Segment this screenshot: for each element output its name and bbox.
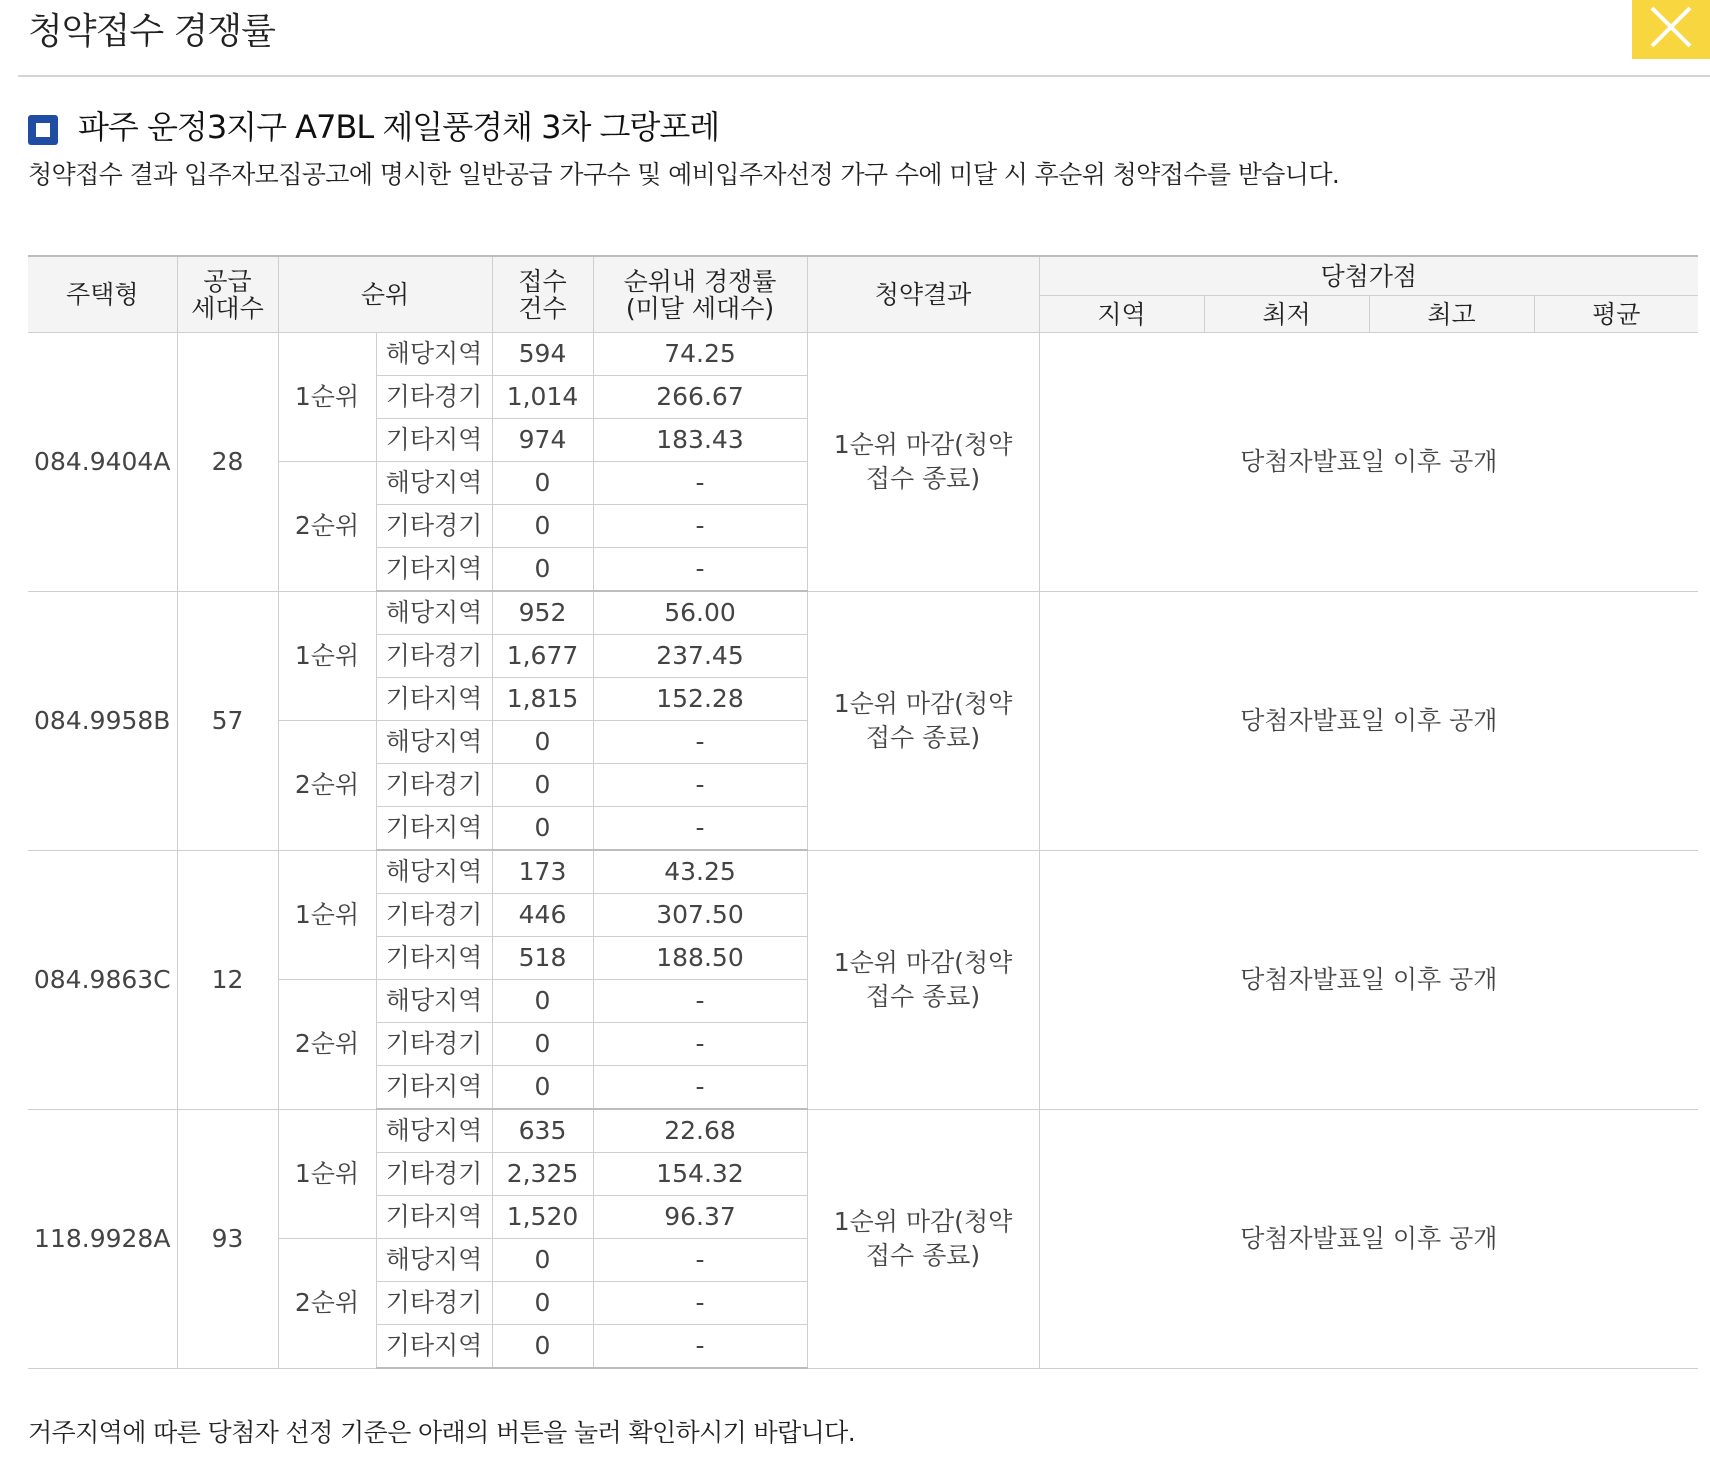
header-applications: 접수 건수 bbox=[492, 256, 593, 333]
region-cell: 해당지역 bbox=[376, 333, 492, 376]
competition-ratio-cell: - bbox=[593, 807, 807, 851]
application-count-cell: 0 bbox=[492, 721, 593, 764]
supply-count-cell: 57 bbox=[177, 591, 278, 850]
rank-cell: 2순위 bbox=[278, 721, 376, 851]
table-row bbox=[28, 850, 1698, 894]
competition-ratio-cell: 266.67 bbox=[593, 376, 807, 419]
popup-title: 청약접수 경쟁률 bbox=[28, 11, 275, 52]
application-count-cell: 974 bbox=[492, 419, 593, 462]
close-icon bbox=[1646, 4, 1696, 54]
rank-cell: 2순위 bbox=[278, 980, 376, 1110]
application-count-cell: 0 bbox=[492, 1325, 593, 1369]
complex-name: 파주 운정3지구 A7BL 제일풍경채 3차 그랑포레 bbox=[78, 108, 720, 146]
region-cell: 해당지역 bbox=[376, 721, 492, 764]
region-cell: 기타경기 bbox=[376, 1023, 492, 1066]
application-count-cell: 1,520 bbox=[492, 1196, 593, 1239]
application-count-cell: 1,014 bbox=[492, 376, 593, 419]
application-count-cell: 173 bbox=[492, 850, 593, 894]
winning-score-cell: 당첨자발표일 이후 공개 bbox=[1039, 333, 1698, 592]
region-cell: 기타경기 bbox=[376, 764, 492, 807]
application-count-cell: 518 bbox=[492, 937, 593, 980]
region-cell: 해당지역 bbox=[376, 850, 492, 894]
housing-type-cell: 084.9404A bbox=[28, 333, 177, 592]
application-count-cell: 635 bbox=[492, 1109, 593, 1153]
region-cell: 기타경기 bbox=[376, 1153, 492, 1196]
competition-ratio-cell: 307.50 bbox=[593, 894, 807, 937]
region-cell: 기타경기 bbox=[376, 505, 492, 548]
header-result: 청약결과 bbox=[807, 256, 1039, 333]
region-cell: 기타지역 bbox=[376, 678, 492, 721]
competition-ratio-cell: 74.25 bbox=[593, 333, 807, 376]
header-score-region: 지역 bbox=[1039, 296, 1204, 333]
supply-count-cell: 93 bbox=[177, 1109, 278, 1368]
square-bullet-icon bbox=[28, 115, 58, 145]
application-count-cell: 1,815 bbox=[492, 678, 593, 721]
competition-ratio-cell: 96.37 bbox=[593, 1196, 807, 1239]
region-cell: 기타지역 bbox=[376, 1066, 492, 1110]
popup-header bbox=[18, 0, 1710, 77]
competition-ratio-cell: 22.68 bbox=[593, 1109, 807, 1153]
application-count-cell: 594 bbox=[492, 333, 593, 376]
competition-ratio-cell: 56.00 bbox=[593, 591, 807, 635]
competition-ratio-cell: 237.45 bbox=[593, 635, 807, 678]
application-count-cell: 0 bbox=[492, 548, 593, 592]
housing-type-cell: 084.9863C bbox=[28, 850, 177, 1109]
region-cell: 기타지역 bbox=[376, 937, 492, 980]
winning-score-cell: 당첨자발표일 이후 공개 bbox=[1039, 850, 1698, 1109]
header-rank: 순위 bbox=[278, 256, 492, 333]
header-type: 주택형 bbox=[28, 256, 177, 333]
housing-type-cell: 084.9958B bbox=[28, 591, 177, 850]
winning-score-cell: 당첨자발표일 이후 공개 bbox=[1039, 591, 1698, 850]
header-score-avg: 평균 bbox=[1534, 296, 1698, 333]
rank-cell: 1순위 bbox=[278, 591, 376, 721]
region-cell: 해당지역 bbox=[376, 462, 492, 505]
competition-ratio-cell: - bbox=[593, 548, 807, 592]
competition-ratio-cell: - bbox=[593, 764, 807, 807]
application-count-cell: 0 bbox=[492, 462, 593, 505]
rank-cell: 1순위 bbox=[278, 333, 376, 462]
close-button[interactable] bbox=[1632, 0, 1710, 59]
region-cell: 기타경기 bbox=[376, 376, 492, 419]
application-count-cell: 0 bbox=[492, 505, 593, 548]
housing-type-cell: 118.9928A bbox=[28, 1109, 177, 1368]
competition-ratio-cell: - bbox=[593, 980, 807, 1023]
rank-cell: 1순위 bbox=[278, 850, 376, 980]
competition-ratio-cell: - bbox=[593, 1066, 807, 1110]
rank-cell: 1순위 bbox=[278, 1109, 376, 1239]
header-score-max: 최고 bbox=[1369, 296, 1534, 333]
competition-ratio-cell: - bbox=[593, 462, 807, 505]
table-header bbox=[28, 256, 1698, 333]
table-row bbox=[28, 591, 1698, 635]
notice-text: 청약접수 결과 입주자모집공고에 명시한 일반공급 가구수 및 예비입주자선정 가구 수에 미달 시 후순위 청약접수를 받습니다. bbox=[28, 160, 1340, 189]
header-score: 당첨가점 bbox=[1039, 256, 1698, 296]
region-cell: 기타지역 bbox=[376, 1325, 492, 1369]
application-count-cell: 0 bbox=[492, 980, 593, 1023]
competition-ratio-cell: 152.28 bbox=[593, 678, 807, 721]
region-cell: 기타지역 bbox=[376, 807, 492, 851]
subscription-result-cell: 1순위 마감(청약 접수 종료) bbox=[807, 333, 1039, 592]
header-competition: 순위내 경쟁률 (미달 세대수) bbox=[593, 256, 807, 333]
application-count-cell: 446 bbox=[492, 894, 593, 937]
supply-count-cell: 12 bbox=[177, 850, 278, 1109]
competition-ratio-cell: - bbox=[593, 1325, 807, 1369]
header-supply: 공급 세대수 bbox=[177, 256, 278, 333]
table-row bbox=[28, 1109, 1698, 1153]
header-score-min: 최저 bbox=[1204, 296, 1369, 333]
competition-table bbox=[28, 255, 1698, 1369]
rank-cell: 2순위 bbox=[278, 462, 376, 592]
region-cell: 해당지역 bbox=[376, 1109, 492, 1153]
application-count-cell: 0 bbox=[492, 764, 593, 807]
competition-ratio-cell: - bbox=[593, 1239, 807, 1282]
application-count-cell: 0 bbox=[492, 1282, 593, 1325]
application-count-cell: 0 bbox=[492, 1023, 593, 1066]
competition-ratio-cell: 43.25 bbox=[593, 850, 807, 894]
competition-ratio-cell: 183.43 bbox=[593, 419, 807, 462]
region-cell: 기타경기 bbox=[376, 894, 492, 937]
region-cell: 기타지역 bbox=[376, 1196, 492, 1239]
competition-ratio-cell: 154.32 bbox=[593, 1153, 807, 1196]
rank-cell: 2순위 bbox=[278, 1239, 376, 1369]
application-count-cell: 0 bbox=[492, 1239, 593, 1282]
region-cell: 기타경기 bbox=[376, 1282, 492, 1325]
competition-ratio-cell: - bbox=[593, 721, 807, 764]
application-count-cell: 0 bbox=[492, 1066, 593, 1110]
competition-ratio-cell: - bbox=[593, 505, 807, 548]
competition-ratio-cell: - bbox=[593, 1023, 807, 1066]
competition-ratio-cell: - bbox=[593, 1282, 807, 1325]
table-row bbox=[28, 333, 1698, 376]
table-body bbox=[28, 333, 1698, 1369]
footer-note: 거주지역에 따른 당첨자 선정 기준은 아래의 버튼을 눌러 확인하시기 바랍니다. bbox=[28, 1418, 856, 1447]
region-cell: 해당지역 bbox=[376, 591, 492, 635]
subscription-result-cell: 1순위 마감(청약 접수 종료) bbox=[807, 1109, 1039, 1368]
application-count-cell: 952 bbox=[492, 591, 593, 635]
region-cell: 기타지역 bbox=[376, 419, 492, 462]
supply-count-cell: 28 bbox=[177, 333, 278, 592]
competition-ratio-cell: 188.50 bbox=[593, 937, 807, 980]
region-cell: 해당지역 bbox=[376, 1239, 492, 1282]
winning-score-cell: 당첨자발표일 이후 공개 bbox=[1039, 1109, 1698, 1368]
subscription-result-cell: 1순위 마감(청약 접수 종료) bbox=[807, 850, 1039, 1109]
application-count-cell: 1,677 bbox=[492, 635, 593, 678]
application-count-cell: 2,325 bbox=[492, 1153, 593, 1196]
section-heading bbox=[28, 103, 719, 147]
region-cell: 기타경기 bbox=[376, 635, 492, 678]
region-cell: 기타지역 bbox=[376, 548, 492, 592]
application-count-cell: 0 bbox=[492, 807, 593, 851]
region-cell: 해당지역 bbox=[376, 980, 492, 1023]
subscription-result-cell: 1순위 마감(청약 접수 종료) bbox=[807, 591, 1039, 850]
